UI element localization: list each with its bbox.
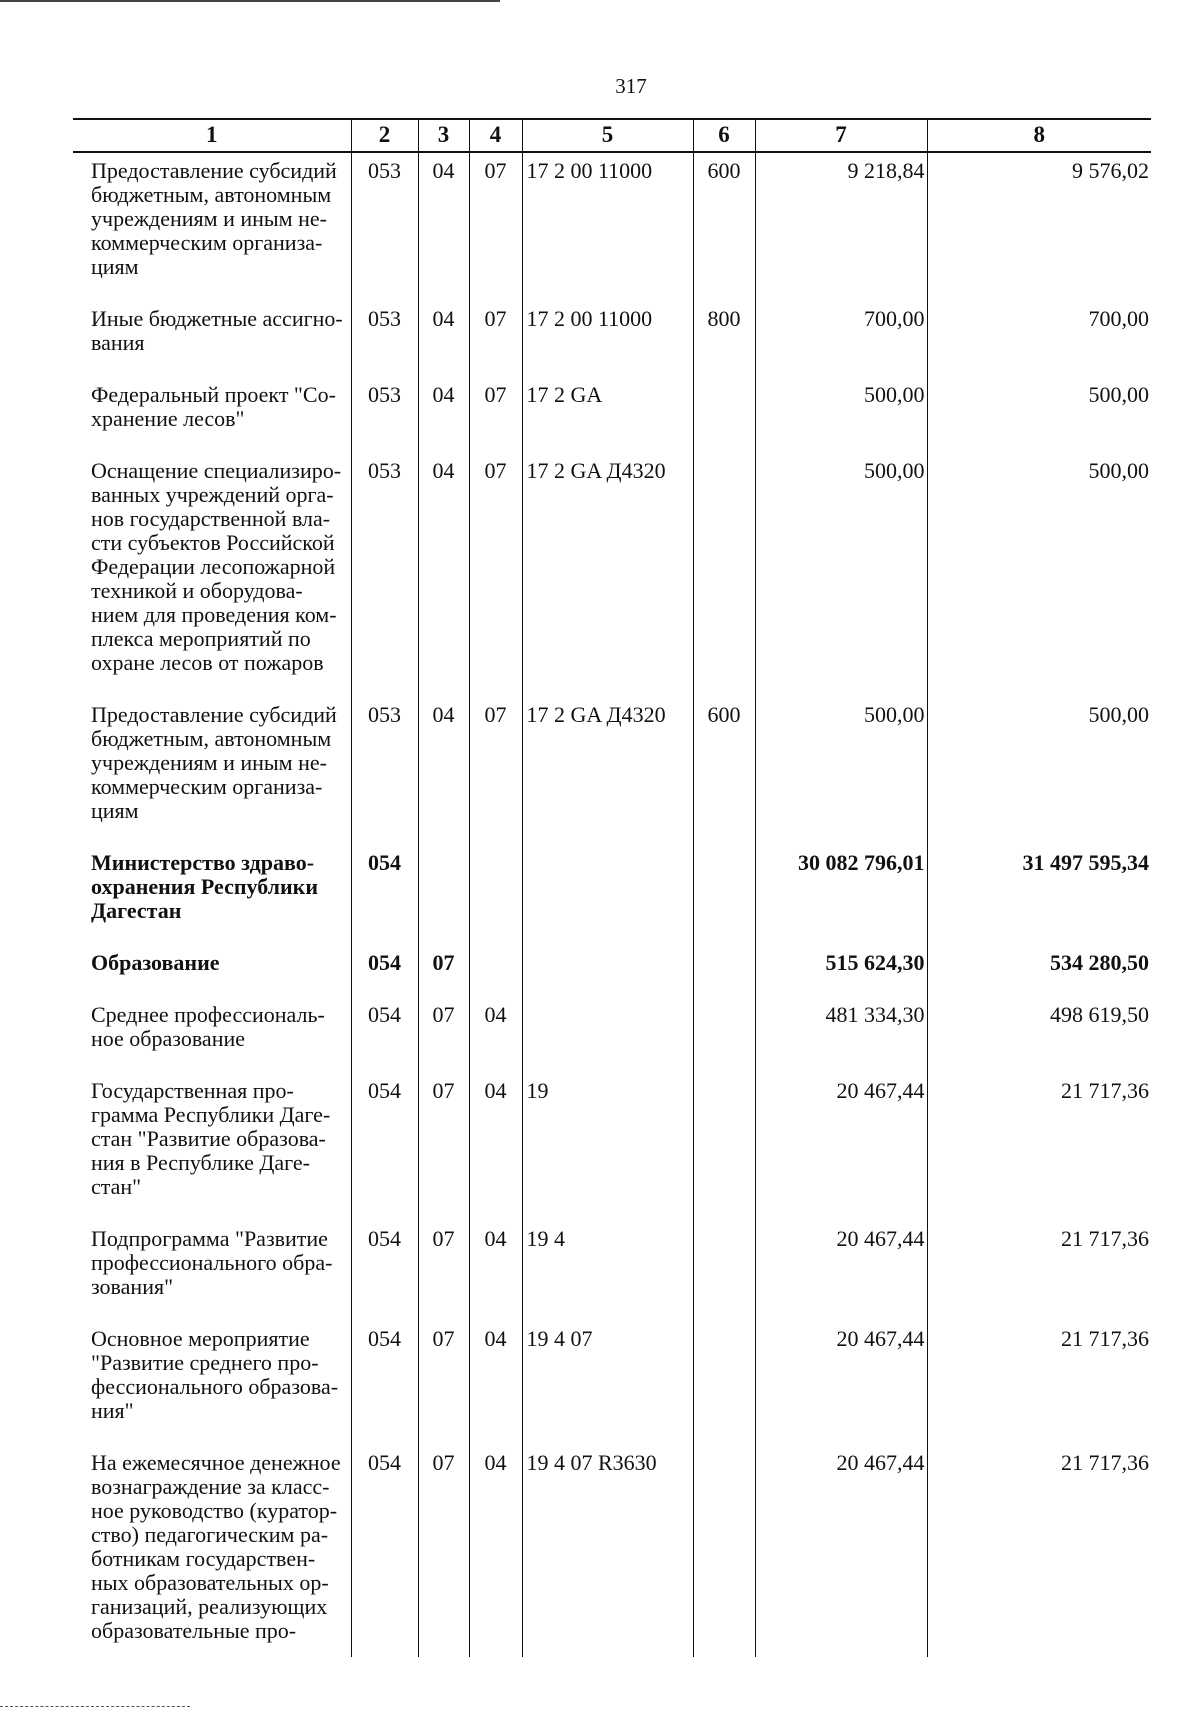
row-code-cell: 054	[351, 1221, 418, 1321]
table-row	[73, 453, 1151, 697]
row-target-article-cell: 19 4	[522, 1221, 693, 1321]
row-amount-col8-cell: 500,00	[927, 697, 1151, 845]
row-subsection-cell: 04	[469, 997, 522, 1073]
row-expense-type-cell	[693, 845, 755, 945]
row-target-article-cell	[522, 845, 693, 945]
row-code-cell: 054	[351, 997, 418, 1073]
table-row	[73, 301, 1151, 377]
row-name-cell: Образование	[91, 950, 220, 975]
header-col-4: 4	[469, 119, 522, 152]
row-amount-col7-cell: 500,00	[755, 697, 927, 845]
header-col-6: 6	[693, 119, 755, 152]
row-expense-type-cell	[693, 1321, 755, 1445]
header-col-8: 8	[927, 119, 1151, 152]
row-name-cell: Государственная про-грамма Республики Даге-стан "Развитие образова-ния в Республике Даге-стан"	[91, 1078, 331, 1199]
row-code-cell: 054	[351, 1321, 418, 1445]
row-amount-col8-cell: 700,00	[927, 301, 1151, 377]
row-expense-type-cell	[693, 1073, 755, 1221]
row-expense-type-cell: 600	[693, 697, 755, 845]
row-section-cell: 04	[418, 453, 469, 697]
row-section-cell: 07	[418, 1321, 469, 1445]
row-amount-col8-cell: 534 280,50	[927, 945, 1151, 997]
row-amount-col7-cell: 500,00	[755, 377, 927, 453]
row-amount-col8-cell: 21 717,36	[927, 1073, 1151, 1221]
row-code-cell: 053	[351, 377, 418, 453]
row-amount-col7-cell: 20 467,44	[755, 1445, 927, 1657]
row-subsection-cell: 07	[469, 453, 522, 697]
row-expense-type-cell: 600	[693, 152, 755, 301]
row-amount-col7-cell: 500,00	[755, 453, 927, 697]
table-row	[73, 1073, 1151, 1221]
row-subsection-cell: 07	[469, 152, 522, 301]
row-target-article-cell: 19 4 07 R3630	[522, 1445, 693, 1657]
row-name-cell: Предоставление субсидий бюджетным, автономным учреждениям и иным не-коммерческим организа-циям	[91, 158, 337, 279]
row-target-article-cell: 19	[522, 1073, 693, 1221]
row-expense-type-cell	[693, 997, 755, 1073]
row-name-cell: Оснащение специализиро-ванных учреждений орга-нов государственной вла-сти субъектов Российской Федерации лесопожарной техникой и оборудова-нием для проведения ком-плекса мероприятий по охране лесов от пожаров	[91, 458, 342, 675]
row-amount-col8-cell: 21 717,36	[927, 1445, 1151, 1657]
row-section-cell: 04	[418, 697, 469, 845]
row-subsection-cell: 04	[469, 1321, 522, 1445]
budget-table	[73, 118, 1151, 1657]
row-target-article-cell: 17 2 00 11000	[522, 152, 693, 301]
row-subsection-cell: 07	[469, 301, 522, 377]
header-col-2: 2	[351, 119, 418, 152]
row-amount-col7-cell: 20 467,44	[755, 1073, 927, 1221]
row-expense-type-cell	[693, 377, 755, 453]
row-expense-type-cell: 800	[693, 301, 755, 377]
row-name-cell: Подпрограмма "Развитие профессионального обра-зования"	[91, 1226, 333, 1299]
scan-top-edge	[0, 0, 500, 2]
row-name-cell: Министерство здраво-охранения Республики Дагестан	[91, 850, 319, 923]
table-row	[73, 697, 1151, 845]
table-row	[73, 845, 1151, 945]
row-name-cell: Иные бюджетные ассигно-вания	[91, 306, 343, 355]
row-subsection-cell: 04	[469, 1445, 522, 1657]
row-expense-type-cell	[693, 1445, 755, 1657]
table-header-row	[73, 119, 1151, 152]
table-row	[73, 1445, 1151, 1657]
row-name-cell: На ежемесячное денежное вознаграждение за класс-ное руководство (куратор-ство) педагогическим ра-ботникам государствен-ных образовательных ор-ганизаций, реализующих образовательные про-	[91, 1450, 341, 1643]
row-amount-col8-cell: 500,00	[927, 453, 1151, 697]
row-amount-col7-cell: 700,00	[755, 301, 927, 377]
row-target-article-cell	[522, 945, 693, 997]
row-subsection-cell: 04	[469, 1221, 522, 1321]
row-target-article-cell: 17 2 GA	[522, 377, 693, 453]
row-section-cell: 04	[418, 152, 469, 301]
row-code-cell: 054	[351, 945, 418, 997]
row-name-cell: Предоставление субсидий бюджетным, автономным учреждениям и иным не-коммерческим организа-циям	[91, 702, 337, 823]
row-expense-type-cell	[693, 453, 755, 697]
row-amount-col8-cell: 31 497 595,34	[927, 845, 1151, 945]
page-number: 317	[615, 74, 647, 98]
row-amount-col8-cell: 9 576,02	[927, 152, 1151, 301]
row-amount-col7-cell: 9 218,84	[755, 152, 927, 301]
row-amount-col7-cell: 20 467,44	[755, 1221, 927, 1321]
row-code-cell: 053	[351, 453, 418, 697]
row-amount-col7-cell: 515 624,30	[755, 945, 927, 997]
row-code-cell: 054	[351, 845, 418, 945]
row-target-article-cell: 17 2 GA Д4320	[522, 697, 693, 845]
table-row	[73, 945, 1151, 997]
row-section-cell: 04	[418, 301, 469, 377]
table-row	[73, 152, 1151, 301]
row-amount-col7-cell: 20 467,44	[755, 1321, 927, 1445]
row-section-cell: 07	[418, 1073, 469, 1221]
row-subsection-cell	[469, 845, 522, 945]
row-section-cell: 04	[418, 377, 469, 453]
table-row	[73, 1321, 1151, 1445]
scan-bottom-edge	[0, 1706, 190, 1707]
row-amount-col8-cell: 21 717,36	[927, 1221, 1151, 1321]
row-section-cell: 07	[418, 997, 469, 1073]
header-col-5: 5	[522, 119, 693, 152]
row-section-cell: 07	[418, 1445, 469, 1657]
table-row	[73, 377, 1151, 453]
header-col-1: 1	[73, 119, 351, 152]
row-target-article-cell	[522, 997, 693, 1073]
row-subsection-cell: 07	[469, 377, 522, 453]
row-subsection-cell	[469, 945, 522, 997]
row-amount-col8-cell: 21 717,36	[927, 1321, 1151, 1445]
row-target-article-cell: 19 4 07	[522, 1321, 693, 1445]
row-expense-type-cell	[693, 945, 755, 997]
row-code-cell: 053	[351, 697, 418, 845]
row-code-cell: 054	[351, 1445, 418, 1657]
row-code-cell: 053	[351, 301, 418, 377]
row-section-cell	[418, 845, 469, 945]
row-amount-col7-cell: 30 082 796,01	[755, 845, 927, 945]
table-row	[73, 997, 1151, 1073]
header-col-7: 7	[755, 119, 927, 152]
table-body	[73, 152, 1151, 1657]
row-expense-type-cell	[693, 1221, 755, 1321]
table-row	[73, 1221, 1151, 1321]
row-code-cell: 054	[351, 1073, 418, 1221]
row-section-cell: 07	[418, 945, 469, 997]
row-code-cell: 053	[351, 152, 418, 301]
row-target-article-cell: 17 2 GA Д4320	[522, 453, 693, 697]
row-name-cell: Среднее профессиональ-ное образование	[91, 1002, 325, 1051]
row-name-cell: Федеральный проект "Со-хранение лесов"	[91, 382, 336, 431]
header-col-3: 3	[418, 119, 469, 152]
row-amount-col8-cell: 500,00	[927, 377, 1151, 453]
row-section-cell: 07	[418, 1221, 469, 1321]
row-subsection-cell: 07	[469, 697, 522, 845]
row-subsection-cell: 04	[469, 1073, 522, 1221]
row-name-cell: Основное мероприятие "Развитие среднего про-фессионального образова-ния"	[91, 1326, 339, 1423]
row-amount-col7-cell: 481 334,30	[755, 997, 927, 1073]
row-target-article-cell: 17 2 00 11000	[522, 301, 693, 377]
row-amount-col8-cell: 498 619,50	[927, 997, 1151, 1073]
